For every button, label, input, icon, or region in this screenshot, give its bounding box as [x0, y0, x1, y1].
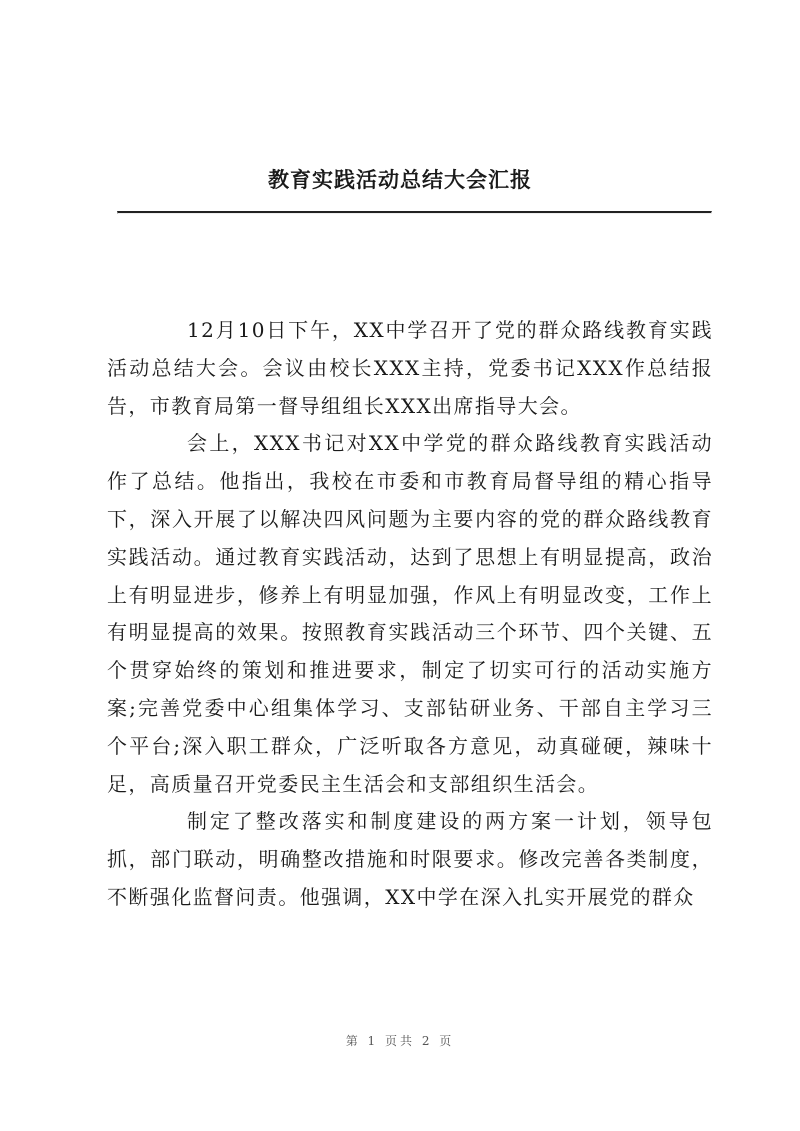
paragraph-2: 会上，XXX书记对XX中学党的群众路线教育实践活动作了总结。他指出，我校在市委和市教育局督导组的精心指导下，深入开展了以解决四风问题为主要内容的党的群众路线教育实践活动。通过教育实践活动，达到了思想上有明显提高，政治上有明显进步，修养上有明显加强，作风上有明显改变，工作上有明显提高的效果。按照教育实践活动三个环节、四个关键、五个贯穿始终的策划和推进要求，制定了切实可行的活动实施方案;完善党委中心组集体学习、支部钻研业务、干部自主学习三个平台;深入职工群众，广泛听取各方意见，动真碰硬，辣味十足，高质量召开党委民主生活会和支部组织生活会。: [107, 431, 713, 796]
title-divider: [117, 211, 712, 214]
page-footer: 第 1 页共 2 页: [345, 1034, 455, 1048]
document-title: 教育实践活动总结大会汇报: [268, 167, 532, 192]
paragraph-3: 制定了整改落实和制度建设的两方案一计划，领导包抓，部门联动，明确整改措施和时限要求。修改完善各类制度，不断强化监督问责。他强调，XX中学在深入扎实开展党的群众: [107, 809, 713, 909]
paragraph-1: 12月10日下午，XX中学召开了党的群众路线教育实践活动总结大会。会议由校长XXX主持，党委书记XXX作总结报告，市教育局第一督导组组长XXX出席指导大会。: [107, 318, 713, 418]
document-body: [107, 312, 713, 917]
